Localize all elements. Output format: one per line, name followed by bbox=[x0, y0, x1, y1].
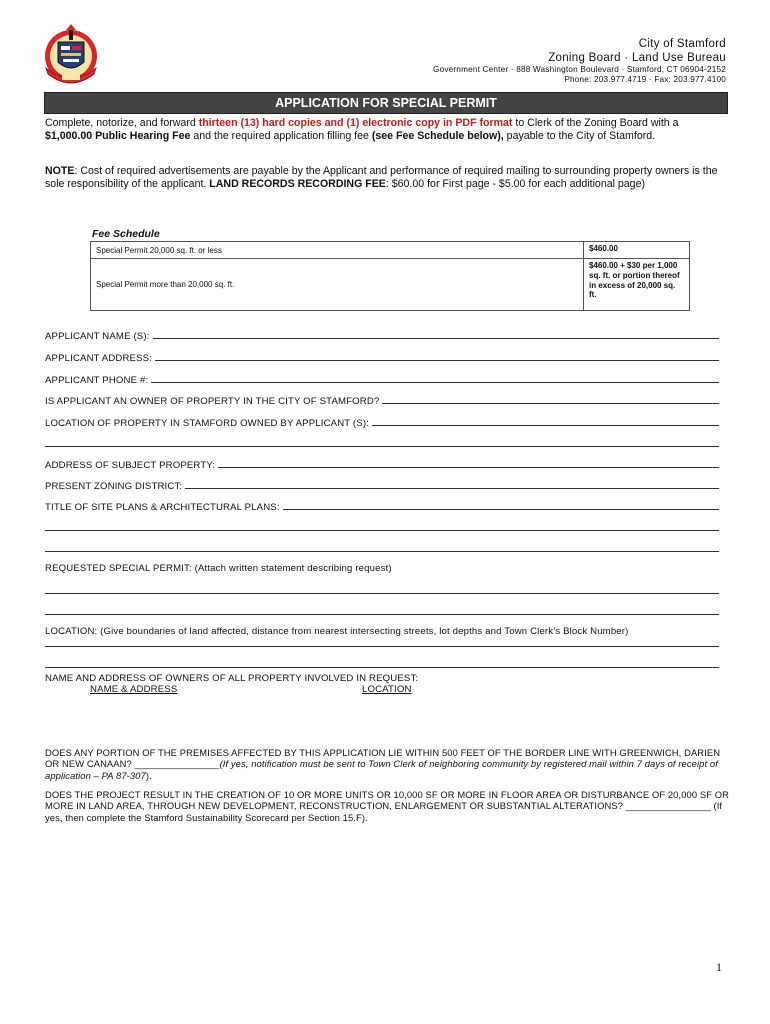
form-title: APPLICATION FOR SPECIAL PERMIT bbox=[44, 92, 728, 114]
office-phone: Phone: 203.977.4719 · Fax: 203.977.4100 bbox=[564, 75, 726, 84]
fee-item: Special Permit 20,000 sq. ft. or less bbox=[91, 242, 584, 259]
site-plans-field[interactable] bbox=[45, 499, 719, 513]
instructions-paragraph bbox=[45, 117, 727, 142]
location-line[interactable] bbox=[45, 667, 719, 668]
requested-permit-label: REQUESTED SPECIAL PERMIT: (Attach written statement describing request) bbox=[45, 563, 392, 574]
applicant-name-field[interactable] bbox=[45, 328, 719, 342]
hearing-fee: $1,000.00 Public Hearing Fee bbox=[45, 129, 191, 142]
zoning-district-line[interactable] bbox=[185, 488, 719, 489]
border-question bbox=[45, 747, 735, 781]
site-plans-extra-line[interactable] bbox=[45, 530, 719, 531]
applicant-phone-field[interactable] bbox=[45, 372, 719, 386]
applicant-phone-label: APPLICANT PHONE #: bbox=[45, 375, 149, 386]
border-question-text: DOES ANY PORTION OF THE PREMISES AFFECTED BY THIS APPLICATION LIE WITHIN 500 FEET OF THE BORDER LINE WITH GREENWICH, DARIEN OR NEW CANAAN? ________________ bbox=[45, 747, 721, 770]
table-row bbox=[91, 259, 690, 311]
fee-item: Special Permit more than 20,000 sq. ft. bbox=[91, 259, 584, 311]
fee-schedule-title: Fee Schedule bbox=[92, 228, 160, 240]
zoning-district-label: PRESENT ZONING DISTRICT: bbox=[45, 481, 183, 492]
location-line[interactable] bbox=[45, 646, 719, 647]
sustainability-question: DOES THE PROJECT RESULT IN THE CREATION OF 10 OR MORE UNITS OR 10,000 SF OR MORE IN FLOOR AREA OR DISTURBANCE OF 20,000 SF OR MORE IN LAND AREA, THROUGH NEW DEVELOPMENT, RECONSTRUCTION, ENLARGEMENT OR SUBSTANTIAL ALTERATIONS? ________________ (If yes, then complete the Stamford Sustainability Scorecard per Section 15.F). bbox=[45, 789, 729, 823]
location-label: LOCATION: (Give boundaries of land affected, distance from nearest intersecting streets, lot depths and Town Clerk’s Block Number) bbox=[45, 626, 629, 637]
note-paragraph bbox=[45, 165, 727, 190]
instructions-text: payable to the City of Stamford. bbox=[503, 129, 656, 142]
requested-permit-line[interactable] bbox=[45, 614, 719, 615]
applicant-phone-line[interactable] bbox=[151, 382, 719, 383]
border-question-end: ). bbox=[145, 769, 152, 781]
bureau-name: Zoning Board · Land Use Bureau bbox=[548, 52, 726, 64]
requested-permit-line[interactable] bbox=[45, 593, 719, 594]
location-owned-extra-line[interactable] bbox=[45, 446, 719, 447]
location-owned-label: LOCATION OF PROPERTY IN STAMFORD OWNED BY APPLICANT (S): bbox=[45, 418, 369, 429]
instructions-text: Complete, notorize, and forward bbox=[45, 117, 199, 129]
applicant-address-field[interactable] bbox=[45, 350, 719, 364]
instructions-text: and the required application filling fee bbox=[190, 129, 372, 142]
applicant-address-line[interactable] bbox=[155, 360, 719, 361]
subject-address-line[interactable] bbox=[218, 467, 719, 468]
letterhead bbox=[433, 37, 726, 85]
fee-schedule-reference: (see Fee Schedule below), bbox=[371, 129, 504, 142]
is-owner-label: IS APPLICANT AN OWNER OF PROPERTY IN THE CITY OF STAMFORD? bbox=[45, 396, 380, 407]
owners-name-column: NAME & ADDRESS bbox=[90, 684, 178, 695]
applicant-name-line[interactable] bbox=[153, 338, 720, 339]
is-owner-field[interactable] bbox=[45, 393, 719, 407]
note-label: NOTE bbox=[45, 165, 75, 177]
site-plans-label: TITLE OF SITE PLANS & ARCHITECTURAL PLANS: bbox=[45, 502, 280, 513]
subject-address-label: ADDRESS OF SUBJECT PROPERTY: bbox=[45, 460, 216, 471]
fee-amount: $460.00 bbox=[584, 242, 690, 259]
site-plans-line[interactable] bbox=[283, 509, 719, 510]
subject-address-field[interactable] bbox=[45, 457, 719, 471]
zoning-district-field[interactable] bbox=[45, 478, 719, 492]
city-name: City of Stamford bbox=[638, 38, 726, 50]
fee-schedule-table bbox=[90, 241, 690, 311]
note-text: : $60.00 for First page - $5.00 for each additional page) bbox=[385, 177, 645, 190]
applicant-address-label: APPLICANT ADDRESS: bbox=[45, 353, 153, 364]
recording-fee-label: LAND RECORDS RECORDING FEE bbox=[209, 177, 386, 190]
applicant-name-label: APPLICANT NAME (S): bbox=[45, 331, 150, 342]
site-plans-extra-line[interactable] bbox=[45, 551, 719, 552]
owners-location-column: LOCATION bbox=[362, 684, 412, 695]
page-number: 1 bbox=[716, 960, 722, 974]
location-owned-line[interactable] bbox=[372, 425, 719, 426]
office-address: Government Center · 888 Washington Boulevard · Stamford, CT 06904-2152 bbox=[433, 65, 726, 74]
city-seal-icon bbox=[38, 22, 104, 88]
is-owner-line[interactable] bbox=[382, 403, 719, 404]
table-row bbox=[91, 242, 690, 259]
note-text: : Cost of required advertisements are payable by the Applicant and performance of required mailing to surrounding property owners is the sole responsibility of the applicant. bbox=[45, 165, 718, 190]
border-question-note: (If yes, notification must be sent to Town Clerk of neighboring community by registered mail within 7 days of receipt of application – PA 87-307 bbox=[45, 758, 718, 781]
instructions-text: to Clerk of the Zoning Board with a bbox=[512, 117, 679, 129]
owners-label: NAME AND ADDRESS OF OWNERS OF ALL PROPERTY INVOLVED IN REQUEST: bbox=[45, 673, 419, 684]
location-owned-field[interactable] bbox=[45, 415, 719, 429]
fee-amount: $460.00 + $30 per 1,000 sq. ft. or portion thereof in excess of 20,000 sq. ft. bbox=[584, 259, 690, 311]
copies-requirement: thirteen (13) hard copies and (1) electronic copy in PDF format bbox=[198, 117, 513, 129]
